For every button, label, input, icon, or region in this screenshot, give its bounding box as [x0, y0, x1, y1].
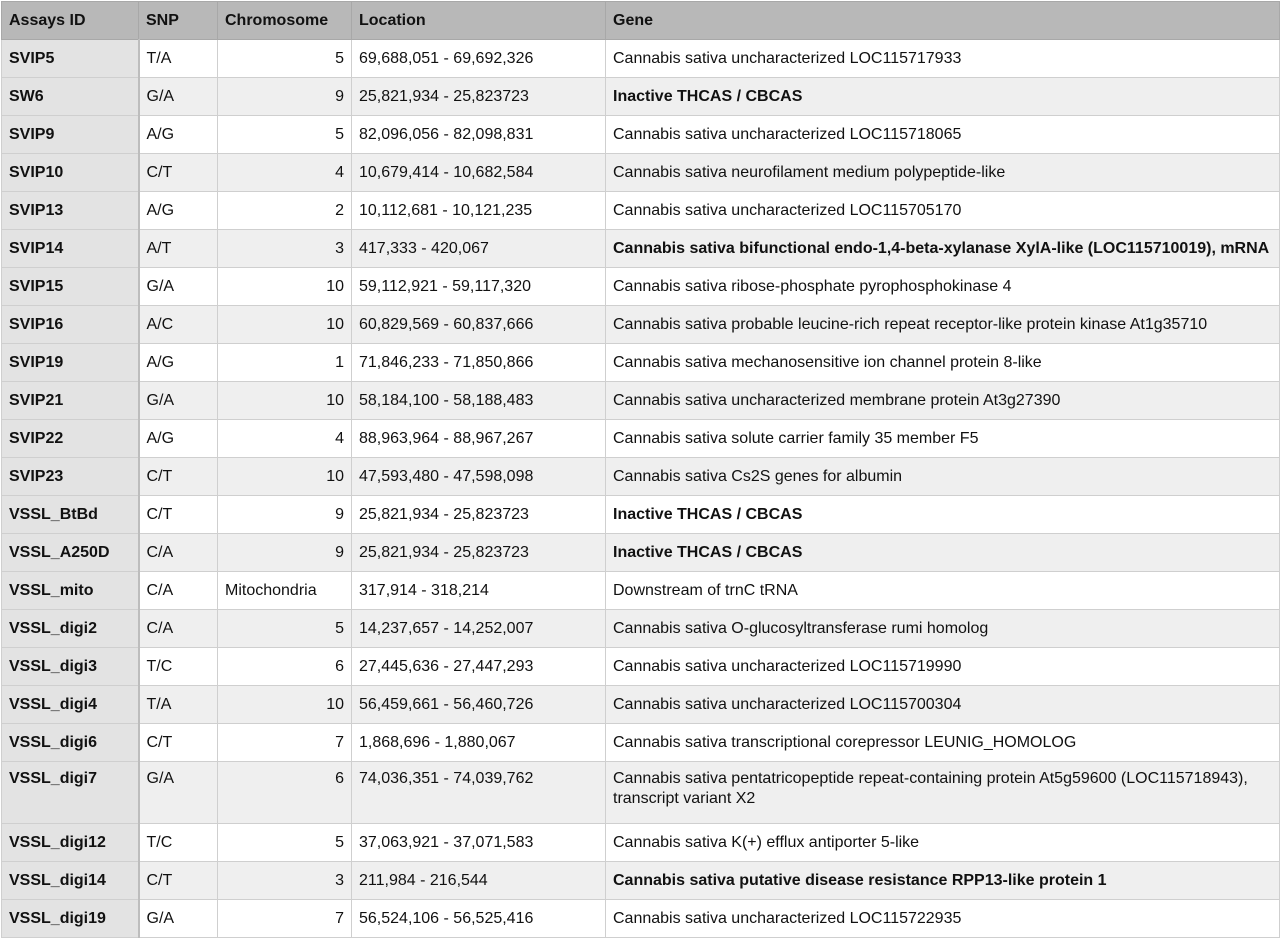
- cell-assay-id: SVIP5: [2, 40, 139, 78]
- cell-snp: A/G: [139, 192, 218, 230]
- cell-gene: Inactive THCAS / CBCAS: [606, 78, 1280, 116]
- cell-location: 1,868,696 - 1,880,067: [352, 724, 606, 762]
- cell-location: 25,821,934 - 25,823723: [352, 78, 606, 116]
- table-row: [2, 192, 1280, 230]
- header-gene: Gene: [606, 2, 1280, 40]
- cell-gene: Cannabis sativa neurofilament medium polypeptide-like: [606, 154, 1280, 192]
- table-row: [2, 686, 1280, 724]
- cell-gene: Inactive THCAS / CBCAS: [606, 534, 1280, 572]
- cell-chromosome: 6: [218, 648, 352, 686]
- table-row: [2, 382, 1280, 420]
- cell-assay-id: SVIP14: [2, 230, 139, 268]
- cell-snp: A/G: [139, 420, 218, 458]
- cell-location: 59,112,921 - 59,117,320: [352, 268, 606, 306]
- cell-snp: G/A: [139, 900, 218, 938]
- table-row: [2, 306, 1280, 344]
- cell-assay-id: SVIP9: [2, 116, 139, 154]
- cell-snp: C/T: [139, 458, 218, 496]
- cell-assay-id: SVIP13: [2, 192, 139, 230]
- cell-chromosome: 10: [218, 686, 352, 724]
- cell-gene: Downstream of trnC tRNA: [606, 572, 1280, 610]
- table-body: [2, 40, 1280, 938]
- cell-assay-id: VSSL_digi3: [2, 648, 139, 686]
- cell-chromosome: 1: [218, 344, 352, 382]
- cell-location: 211,984 - 216,544: [352, 862, 606, 900]
- table-row: [2, 40, 1280, 78]
- cell-snp: A/G: [139, 344, 218, 382]
- cell-snp: C/A: [139, 610, 218, 648]
- cell-chromosome: Mitochondria: [218, 572, 352, 610]
- cell-chromosome: 5: [218, 610, 352, 648]
- cell-snp: G/A: [139, 382, 218, 420]
- table-row: [2, 762, 1280, 824]
- cell-location: 56,524,106 - 56,525,416: [352, 900, 606, 938]
- cell-snp: C/A: [139, 572, 218, 610]
- cell-snp: T/C: [139, 648, 218, 686]
- cell-chromosome: 10: [218, 306, 352, 344]
- cell-assay-id: VSSL_BtBd: [2, 496, 139, 534]
- header-row: [2, 2, 1280, 40]
- cell-gene: Cannabis sativa O-glucosyltransferase rumi homolog: [606, 610, 1280, 648]
- cell-location: 56,459,661 - 56,460,726: [352, 686, 606, 724]
- header-assays-id: Assays ID: [2, 2, 139, 40]
- table-row: [2, 154, 1280, 192]
- cell-gene: Cannabis sativa uncharacterized LOC115705170: [606, 192, 1280, 230]
- cell-assay-id: SVIP19: [2, 344, 139, 382]
- cell-chromosome: 3: [218, 862, 352, 900]
- cell-gene: Cannabis sativa bifunctional endo-1,4-beta-xylanase XylA-like (LOC115710019), mRNA: [606, 230, 1280, 268]
- cell-assay-id: VSSL_digi14: [2, 862, 139, 900]
- table-row: [2, 116, 1280, 154]
- table-row: [2, 648, 1280, 686]
- cell-location: 10,112,681 - 10,121,235: [352, 192, 606, 230]
- cell-chromosome: 7: [218, 724, 352, 762]
- cell-gene: Cannabis sativa uncharacterized membrane protein At3g27390: [606, 382, 1280, 420]
- cell-gene: Cannabis sativa uncharacterized LOC115719990: [606, 648, 1280, 686]
- cell-gene: Cannabis sativa uncharacterized LOC115700304: [606, 686, 1280, 724]
- cell-gene: Cannabis sativa pentatricopeptide repeat-containing protein At5g59600 (LOC115718943), transcript variant X2: [606, 762, 1280, 824]
- cell-location: 37,063,921 - 37,071,583: [352, 824, 606, 862]
- cell-chromosome: 7: [218, 900, 352, 938]
- cell-location: 47,593,480 - 47,598,098: [352, 458, 606, 496]
- cell-chromosome: 2: [218, 192, 352, 230]
- table-row: [2, 230, 1280, 268]
- table-row: [2, 824, 1280, 862]
- cell-chromosome: 6: [218, 762, 352, 824]
- table-row: [2, 534, 1280, 572]
- cell-location: 82,096,056 - 82,098,831: [352, 116, 606, 154]
- table-row: [2, 78, 1280, 116]
- cell-snp: G/A: [139, 78, 218, 116]
- cell-assay-id: SVIP15: [2, 268, 139, 306]
- cell-assay-id: VSSL_digi7: [2, 762, 139, 824]
- cell-chromosome: 10: [218, 458, 352, 496]
- table-row: [2, 268, 1280, 306]
- cell-snp: C/T: [139, 862, 218, 900]
- cell-snp: T/C: [139, 824, 218, 862]
- header-location: Location: [352, 2, 606, 40]
- cell-gene: Cannabis sativa putative disease resistance RPP13-like protein 1: [606, 862, 1280, 900]
- cell-chromosome: 10: [218, 382, 352, 420]
- cell-assay-id: SW6: [2, 78, 139, 116]
- header-chromosome: Chromosome: [218, 2, 352, 40]
- cell-location: 58,184,100 - 58,188,483: [352, 382, 606, 420]
- table-row: [2, 458, 1280, 496]
- cell-gene: Cannabis sativa probable leucine-rich repeat receptor-like protein kinase At1g35710: [606, 306, 1280, 344]
- cell-chromosome: 4: [218, 154, 352, 192]
- cell-snp: A/T: [139, 230, 218, 268]
- cell-location: 417,333 - 420,067: [352, 230, 606, 268]
- cell-gene: Cannabis sativa uncharacterized LOC115722935: [606, 900, 1280, 938]
- cell-gene: Cannabis sativa K(+) efflux antiporter 5-like: [606, 824, 1280, 862]
- cell-chromosome: 9: [218, 496, 352, 534]
- table-row: [2, 344, 1280, 382]
- cell-assay-id: VSSL_digi2: [2, 610, 139, 648]
- cell-location: 10,679,414 - 10,682,584: [352, 154, 606, 192]
- cell-assay-id: VSSL_digi6: [2, 724, 139, 762]
- cell-location: 25,821,934 - 25,823723: [352, 534, 606, 572]
- cell-snp: C/T: [139, 496, 218, 534]
- cell-snp: C/T: [139, 724, 218, 762]
- cell-chromosome: 5: [218, 824, 352, 862]
- cell-assay-id: VSSL_digi19: [2, 900, 139, 938]
- cell-snp: C/A: [139, 534, 218, 572]
- cell-assay-id: SVIP21: [2, 382, 139, 420]
- cell-gene: Cannabis sativa uncharacterized LOC115718065: [606, 116, 1280, 154]
- assays-table: [1, 1, 1280, 938]
- cell-chromosome: 3: [218, 230, 352, 268]
- cell-location: 14,237,657 - 14,252,007: [352, 610, 606, 648]
- cell-assay-id: VSSL_digi4: [2, 686, 139, 724]
- cell-chromosome: 9: [218, 534, 352, 572]
- cell-gene: Cannabis sativa transcriptional corepressor LEUNIG_HOMOLOG: [606, 724, 1280, 762]
- table-row: [2, 496, 1280, 534]
- cell-gene: Cannabis sativa solute carrier family 35 member F5: [606, 420, 1280, 458]
- table-row: [2, 610, 1280, 648]
- table-row: [2, 724, 1280, 762]
- cell-chromosome: 10: [218, 268, 352, 306]
- cell-assay-id: VSSL_A250D: [2, 534, 139, 572]
- cell-snp: C/T: [139, 154, 218, 192]
- cell-chromosome: 4: [218, 420, 352, 458]
- cell-snp: T/A: [139, 686, 218, 724]
- table-row: [2, 572, 1280, 610]
- cell-snp: A/C: [139, 306, 218, 344]
- cell-location: 88,963,964 - 88,967,267: [352, 420, 606, 458]
- cell-snp: G/A: [139, 762, 218, 824]
- cell-location: 74,036,351 - 74,039,762: [352, 762, 606, 824]
- cell-assay-id: VSSL_mito: [2, 572, 139, 610]
- cell-chromosome: 5: [218, 116, 352, 154]
- cell-gene: Cannabis sativa uncharacterized LOC115717933: [606, 40, 1280, 78]
- cell-gene: Cannabis sativa Cs2S genes for albumin: [606, 458, 1280, 496]
- cell-gene: Cannabis sativa ribose-phosphate pyrophosphokinase 4: [606, 268, 1280, 306]
- cell-snp: G/A: [139, 268, 218, 306]
- cell-location: 27,445,636 - 27,447,293: [352, 648, 606, 686]
- cell-location: 60,829,569 - 60,837,666: [352, 306, 606, 344]
- cell-location: 69,688,051 - 69,692,326: [352, 40, 606, 78]
- cell-chromosome: 5: [218, 40, 352, 78]
- cell-gene: Cannabis sativa mechanosensitive ion channel protein 8-like: [606, 344, 1280, 382]
- cell-gene: Inactive THCAS / CBCAS: [606, 496, 1280, 534]
- header-snp: SNP: [139, 2, 218, 40]
- cell-assay-id: SVIP10: [2, 154, 139, 192]
- cell-assay-id: VSSL_digi12: [2, 824, 139, 862]
- table-row: [2, 420, 1280, 458]
- cell-snp: T/A: [139, 40, 218, 78]
- cell-assay-id: SVIP16: [2, 306, 139, 344]
- table-row: [2, 862, 1280, 900]
- cell-chromosome: 9: [218, 78, 352, 116]
- cell-location: 71,846,233 - 71,850,866: [352, 344, 606, 382]
- cell-location: 317,914 - 318,214: [352, 572, 606, 610]
- cell-assay-id: SVIP23: [2, 458, 139, 496]
- cell-snp: A/G: [139, 116, 218, 154]
- table-row: [2, 900, 1280, 938]
- cell-assay-id: SVIP22: [2, 420, 139, 458]
- cell-location: 25,821,934 - 25,823723: [352, 496, 606, 534]
